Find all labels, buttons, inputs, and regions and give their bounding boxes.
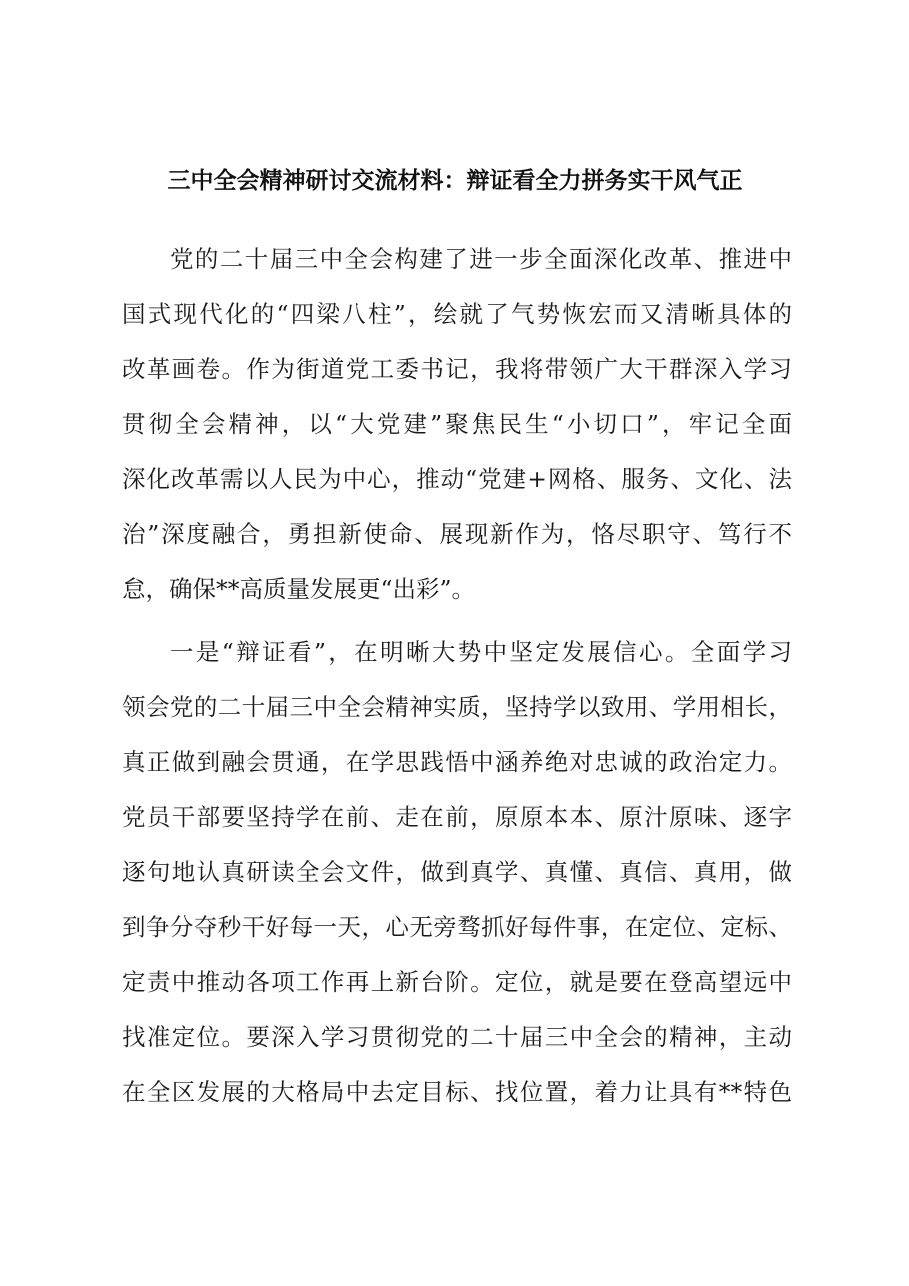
paragraph-line: 逐句地认真研读全会文件，做到真学、真懂、真信、真用，做 — [122, 858, 792, 886]
paragraph-line: 党的二十届三中全会构建了进一步全面深化改革、推进中 — [170, 245, 792, 273]
paragraph-line: 贯彻全会精神，以“大党建”聚焦民生“小切口”，牢记全面 — [122, 410, 792, 438]
paragraph-line: 在全区发展的大格局中去定目标、找位置，着力让具有**特色 — [122, 1078, 792, 1106]
paragraph-line: 领会党的二十届三中全会精神实质，坚持学以致用、学用相长， — [122, 693, 792, 721]
paragraph-line: 一是“辩证看”，在明晰大势中坚定发展信心。全面学习 — [170, 638, 792, 666]
paragraph-line: 怠，确保**高质量发展更“出彩”。 — [122, 575, 476, 603]
paragraph-line: 改革画卷。作为街道党工委书记，我将带领广大干群深入学习 — [122, 355, 792, 383]
document-title: 三中全会精神研讨交流材料：辩证看全力拼务实干风气正 — [167, 167, 743, 194]
paragraph-line: 深化改革需以人民为中心，推动“党建+网格、服务、文化、法 — [122, 465, 792, 493]
paragraph-line: 真正做到融会贯通，在学思践悟中涵养绝对忠诚的政治定力。 — [122, 748, 792, 776]
paragraph-line: 定责中推动各项工作再上新台阶。定位，就是要在登高望远中 — [122, 968, 792, 996]
paragraph-line: 到争分夺秒干好每一天，心无旁骛抓好每件事，在定位、定标、 — [122, 913, 792, 941]
paragraph-line: 找准定位。要深入学习贯彻党的二十届三中全会的精神，主动 — [122, 1023, 792, 1051]
paragraph-line: 党员干部要坚持学在前、走在前，原原本本、原汁原味、逐字 — [122, 803, 792, 831]
paragraph-line: 国式现代化的“四梁八柱”，绘就了气势恢宏而又清晰具体的 — [122, 300, 792, 328]
paragraph-line: 治”深度融合，勇担新使命、展现新作为，恪尽职守、笃行不 — [122, 520, 792, 548]
